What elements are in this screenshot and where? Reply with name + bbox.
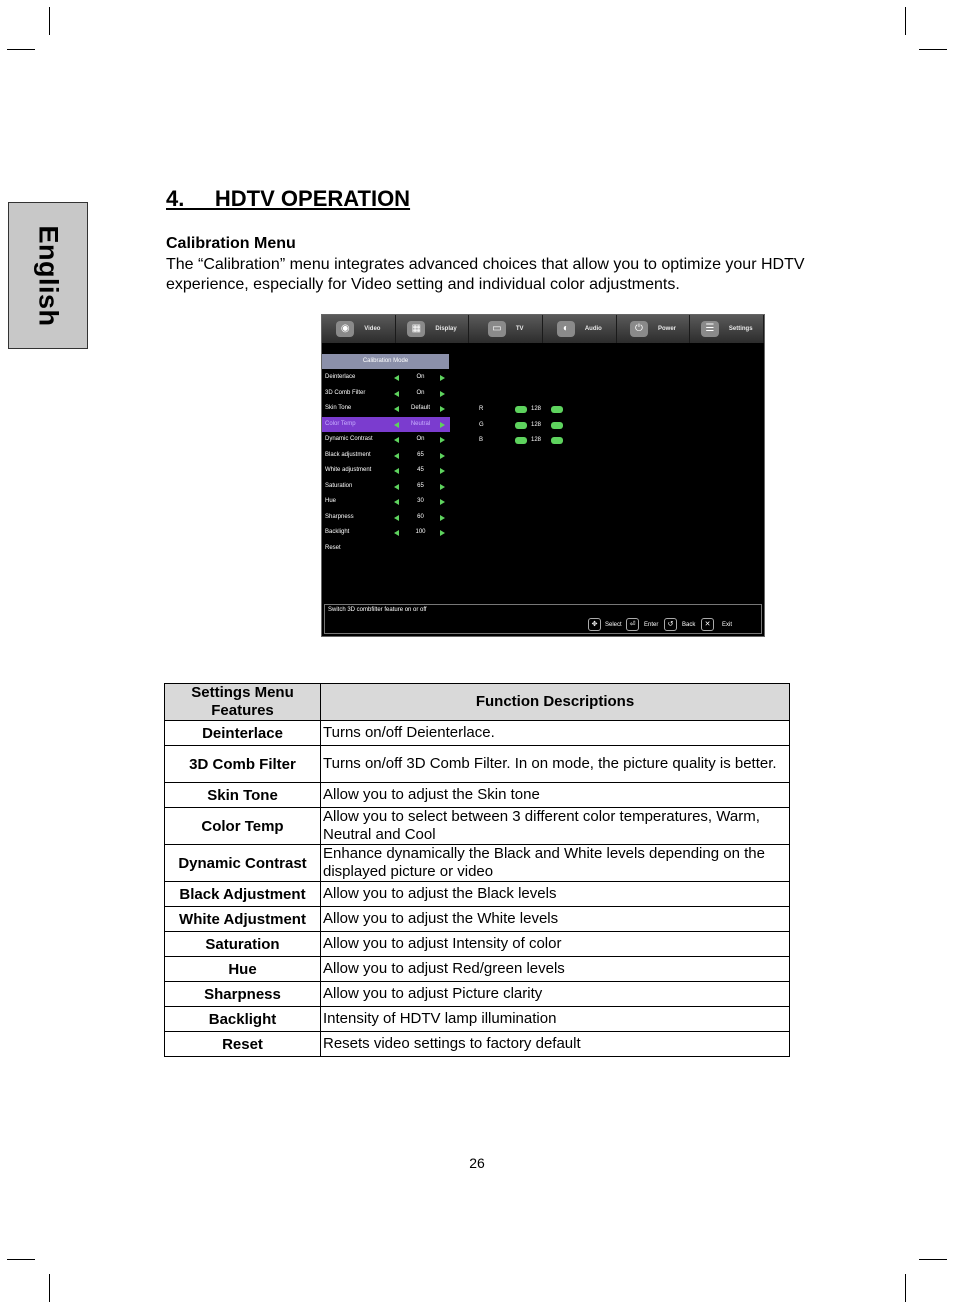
feature-cell: Saturation [165,932,321,957]
left-arrow-icon [394,437,399,443]
right-arrow-icon [440,499,445,505]
feature-cell: Sharpness [165,982,321,1007]
intro-paragraph: The “Calibration” menu integrates advanced choices that allow you to optimize your HDTV experience, especially for Video setting and individual color adjustments. [166,256,805,293]
crop-mark [919,49,947,50]
table-header-row [165,684,790,721]
osd-tab-display: ▦ Display [396,315,470,343]
key-label-back: Back [682,622,696,628]
osd-row-value: On [416,389,425,396]
feature-cell: Deinterlace [165,721,321,746]
crop-mark [7,1259,35,1260]
left-arrow-icon [394,391,399,397]
description-cell: Allow you to adjust Intensity of color [321,932,790,957]
left-arrow-icon [394,530,399,536]
osd-row-value: 100 [415,529,426,535]
table-row [165,746,790,783]
table-row [165,882,790,907]
function-table [164,683,790,1057]
rgb-value: 128 [531,421,542,428]
table-row [165,808,790,845]
section-heading: 4. HDTV OPERATION [166,186,411,211]
calibration-menu-screenshot [321,314,765,637]
table-row [165,1007,790,1032]
osd-menu-row [322,463,450,479]
right-arrow-icon [440,406,445,412]
osd-row-value: 60 [417,513,424,520]
description-cell: Turns on/off Deienterlace. [321,721,790,746]
subheading: Calibration Menu [166,235,296,252]
increase-icon [551,437,563,444]
right-arrow-icon [440,437,445,443]
tv-icon: ▭ [488,321,506,337]
enter-key-icon: ⏎ [626,618,639,631]
osd-row-name: White adjustment [325,467,372,473]
language-tab [8,202,88,349]
rgb-channel: R [479,406,484,412]
rgb-value: 128 [531,437,542,443]
osd-tab-tv: ▭ TV [469,315,543,343]
osd-row-value: Neutral [410,420,431,427]
feature-cell: White Adjustment [165,907,321,932]
osd-menu-row [322,401,450,417]
crop-mark [49,7,50,35]
description-cell: Intensity of HDTV lamp illumination [321,1007,790,1032]
osd-row-name: Hue [325,498,337,504]
osd-row-name: Color Temp [325,420,356,427]
display-icon: ▦ [407,321,425,337]
plug-icon: ⏻ [630,321,648,337]
header-descriptions: Function Descriptions [321,684,790,721]
decrease-icon [515,422,527,429]
osd-help-bar [324,604,762,634]
osd-menu-list [322,370,450,556]
description-cell: Resets video settings to factory default [321,1032,790,1057]
page-number: 26 [469,1155,485,1171]
feature-cell: Color Temp [165,808,321,845]
osd-menu-row [322,386,450,402]
left-arrow-icon [394,499,399,505]
key-label-exit: Exit [722,622,733,628]
osd-row-name: Dynamic Contrast [325,436,373,442]
description-cell: Allow you to select between 3 different color temperatures, Warm, Neutral and Cool [321,808,790,845]
feature-cell: Reset [165,1032,321,1057]
left-arrow-icon [394,484,399,490]
osd-row-value: 65 [417,482,424,489]
osd-menu-row [322,432,450,448]
feature-cell: Black Adjustment [165,882,321,907]
osd-tab-audio: ◐ Audio [543,315,617,343]
left-arrow-icon [394,468,399,474]
description-cell: Turns on/off 3D Comb Filter. In on mode, the picture quality is better. [321,746,790,783]
left-arrow-icon [394,453,399,459]
osd-row-name: Black adjustment [325,451,371,458]
back-key-icon: ↺ [664,618,677,631]
feature-cell: Backlight [165,1007,321,1032]
crop-mark [49,1274,50,1302]
exit-key-icon: ✕ [701,618,714,631]
osd-rgb-row [477,402,577,418]
description-cell: Allow you to adjust the Skin tone [321,783,790,808]
osd-tab-video: ◉ Video [322,315,396,343]
rgb-channel: G [479,421,484,428]
osd-row-name: Sharpness [325,513,354,520]
description-cell: Enhance dynamically the Black and White levels depending on the displayed picture or video [321,845,790,882]
right-arrow-icon [440,484,445,490]
osd-menu-title: Calibration Mode [322,354,449,369]
description-cell: Allow you to adjust the White levels [321,907,790,932]
osd-row-value: 30 [417,498,424,504]
osd-row-name: Deinterlace [325,374,356,380]
right-arrow-icon [440,530,445,536]
table-row [165,982,790,1007]
left-arrow-icon [394,406,399,412]
osd-menu-row [322,370,450,386]
osd-row-value: On [416,436,425,442]
osd-row-value: Default [410,405,430,411]
osd-rgb-list [477,402,577,449]
rgb-value: 128 [531,406,542,412]
key-label-enter: Enter [644,622,659,628]
crop-mark [905,7,906,35]
right-arrow-icon [440,468,445,474]
osd-help-text: Switch 3D combfilter feature on or off [328,607,427,613]
table-row [165,1032,790,1057]
dpad-icon: ✥ [588,618,601,631]
increase-icon [551,406,563,413]
crop-mark [919,1259,947,1260]
description-cell: Allow you to adjust Picture clarity [321,982,790,1007]
right-arrow-icon [440,453,445,459]
right-arrow-icon [440,515,445,521]
osd-row-name: Skin Tone [325,405,352,411]
osd-row-value: 65 [417,451,424,458]
feature-cell: 3D Comb Filter [165,746,321,783]
right-arrow-icon [440,422,445,428]
osd-rgb-row [477,418,577,434]
feature-cell: Dynamic Contrast [165,845,321,882]
left-arrow-icon [394,375,399,381]
description-cell: Allow you to adjust Red/green levels [321,957,790,982]
osd-tab-bar [322,315,764,343]
table-row [165,957,790,982]
table-row [165,907,790,932]
left-arrow-icon [394,515,399,521]
osd-row-name: Saturation [325,482,353,489]
crop-mark [7,49,35,50]
settings-icon: ☰ [701,321,719,337]
film-reel-icon: ◉ [336,321,354,337]
table-row [165,932,790,957]
description-cell: Allow you to adjust the Black levels [321,882,790,907]
osd-row-name: 3D Comb Filter [325,389,366,396]
feature-cell: Skin Tone [165,783,321,808]
osd-rgb-row [477,433,577,449]
key-label-select: Select [605,622,622,628]
osd-tab-power: ⏻ Power [617,315,691,343]
osd-menu-row [322,541,450,557]
right-arrow-icon [440,375,445,381]
osd-menu-row [322,448,450,464]
osd-menu-row [322,479,450,495]
decrease-icon [515,406,527,413]
left-arrow-icon [394,422,399,428]
osd-tab-settings: ☰ Settings [690,315,764,343]
osd-row-name: Reset [325,544,341,551]
table-row [165,845,790,882]
header-features: Settings Menu Features [165,684,321,721]
speaker-icon: ◐ [557,321,575,337]
osd-menu-row [322,417,450,433]
rgb-channel: B [479,437,484,443]
increase-icon [551,422,563,429]
right-arrow-icon [440,391,445,397]
osd-row-value: 45 [417,467,424,473]
crop-mark [905,1274,906,1302]
table-row [165,783,790,808]
osd-menu-row [322,494,450,510]
osd-menu-row [322,510,450,526]
osd-menu-row [322,525,450,541]
decrease-icon [515,437,527,444]
osd-row-value: On [416,374,425,380]
language-label: English [33,224,64,327]
table-row [165,721,790,746]
feature-cell: Hue [165,957,321,982]
osd-row-name: Backlight [325,529,350,535]
